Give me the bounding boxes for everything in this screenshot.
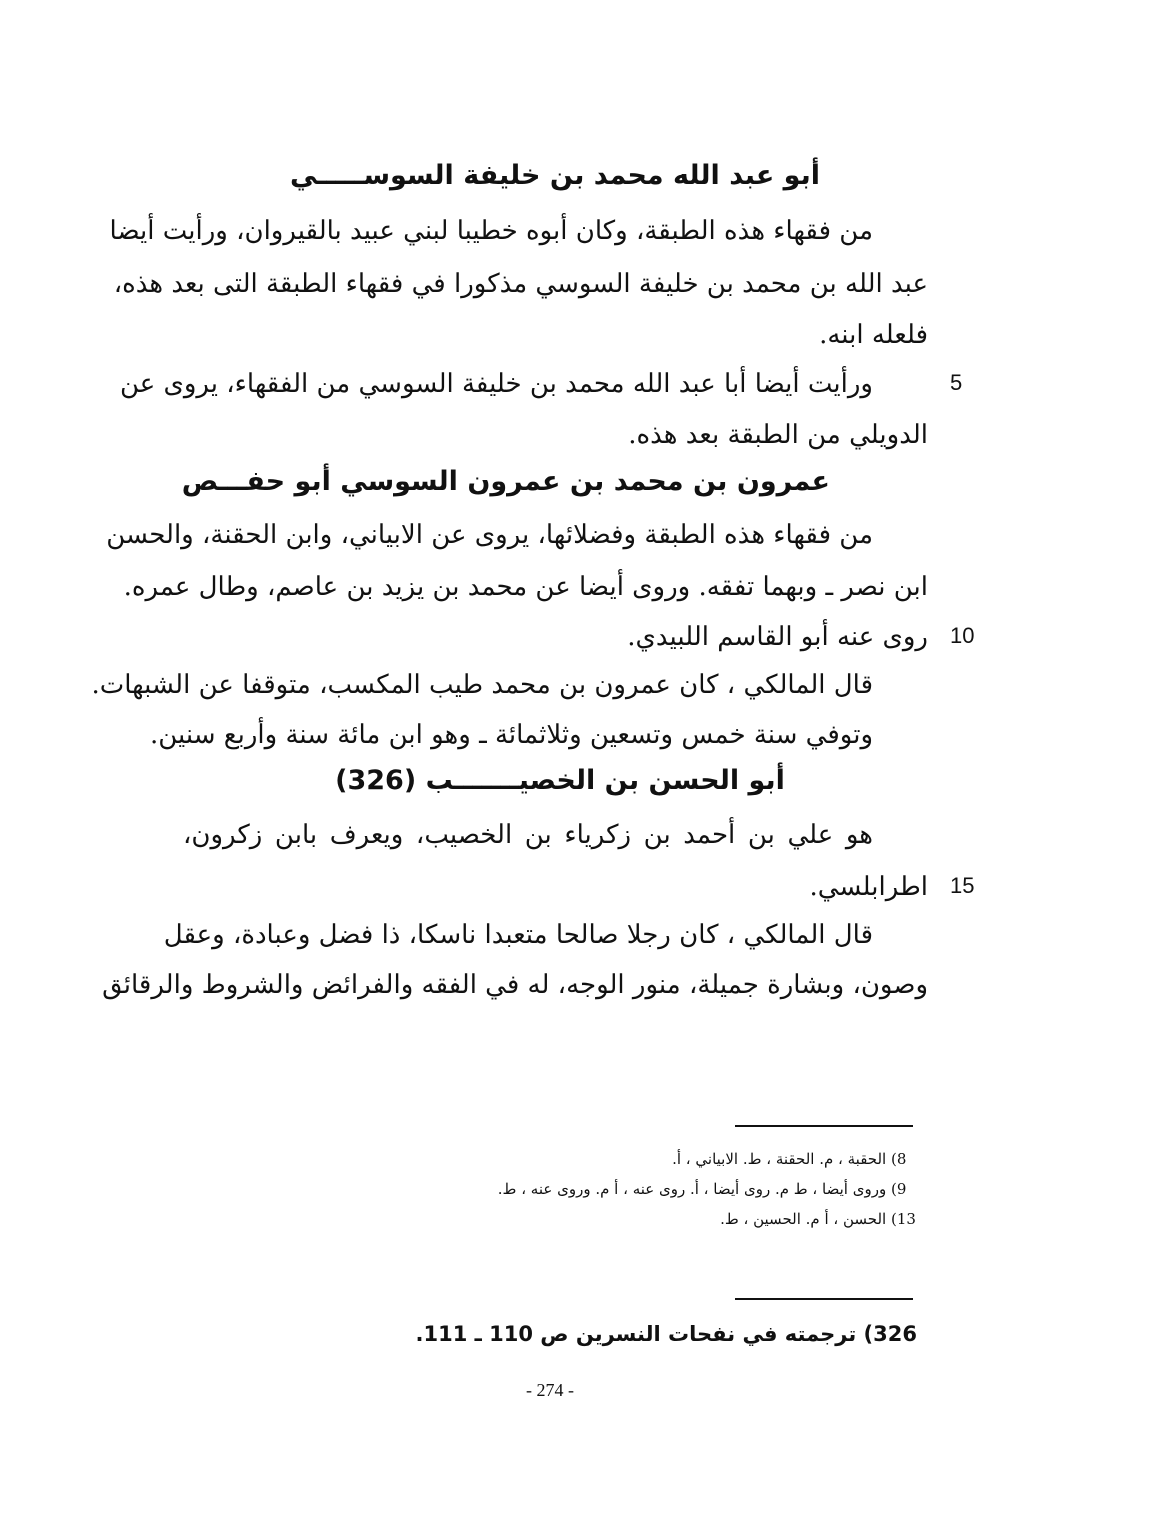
footnote-number: 9) [891, 1180, 907, 1198]
text-line: عبد الله بن محمد بن خليفة السوسي مذكورا في فقهاء الطبقة التى بعد هذه، [113, 269, 928, 299]
footnote [672, 1150, 923, 1168]
entry-heading-3: أبو الحسن بن الخصيـــــــب (326) [335, 765, 785, 796]
citation-note [415, 1322, 917, 1346]
footnote-text: وروى أيضا ، ط م. روى أيضا ، أ. روى عنه ، أ م. وروى عنه ، ط. [497, 1180, 887, 1198]
footnote-text: الحقبة ، م. الحقنة ، ط. الابياني ، أ. [672, 1150, 887, 1168]
page-number: - 274 - [526, 1380, 574, 1400]
footnote-number: 13) [891, 1210, 916, 1228]
text-line: قال المالكي ، كان عمرون بن محمد طيب المكسب، متوقفا عن الشبهات. [91, 670, 873, 700]
line-number: 15 [950, 873, 975, 898]
text-line: هو علي بن أحمد بن زكرياء بن الخصيب، ويعرف بابن زكرون، [183, 820, 873, 850]
citation-text: ترجمته في نفحات النسرين ص 110 ـ 111. [415, 1322, 857, 1346]
entry-heading-2: عمرون بن محمد بن عمرون السوسي أبو حفـــص [181, 466, 830, 497]
text-line: فلعله ابنه. [819, 320, 928, 350]
entry-heading-1: أبو عبد الله محمد بن خليفة السوســـــي [290, 160, 820, 191]
citation-divider [735, 1298, 913, 1300]
text-line: روى عنه أبو القاسم اللبيدي. [627, 622, 928, 652]
text-line: الدويلي من الطبقة بعد هذه. [628, 420, 928, 450]
text-line: ورأيت أيضا أبا عبد الله محمد بن خليفة السوسي من الفقهاء، يروى عن [119, 369, 873, 399]
footnote-divider [735, 1125, 913, 1127]
citation-number: 326) [863, 1322, 917, 1346]
text-line: اطرابلسي. [809, 872, 928, 902]
line-number: 10 [950, 623, 975, 648]
text-line: وصون، وبشارة جميلة، منور الوجه، له في الفقه والفرائض والشروط والرقائق [102, 970, 928, 1000]
text-line: من فقهاء هذه الطبقة، وكان أبوه خطيبا لبني عبيد بالقيروان، ورأيت أيضا [109, 216, 873, 246]
text-line: ابن نصر ـ وبهما تفقه. وروى أيضا عن محمد بن يزيد بن عاصم، وطال عمره. [123, 572, 928, 602]
text-line: قال المالكي ، كان رجلا صالحا متعبدا ناسكا، ذا فضل وعبادة، وعقل [163, 920, 873, 950]
footnote [498, 1180, 923, 1198]
footnote-text: الحسن ، أ م. الحسين ، ط. [720, 1210, 887, 1228]
line-number: 5 [950, 370, 963, 395]
footnote [720, 1210, 923, 1228]
text-line: وتوفي سنة خمس وتسعين وثلاثمائة ـ وهو ابن مائة سنة وأربع سنين. [150, 720, 873, 750]
text-line: من فقهاء هذه الطبقة وفضلائها، يروى عن الابياني، وابن الحقنة، والحسن [106, 520, 873, 550]
footnote-number: 8) [891, 1150, 907, 1168]
